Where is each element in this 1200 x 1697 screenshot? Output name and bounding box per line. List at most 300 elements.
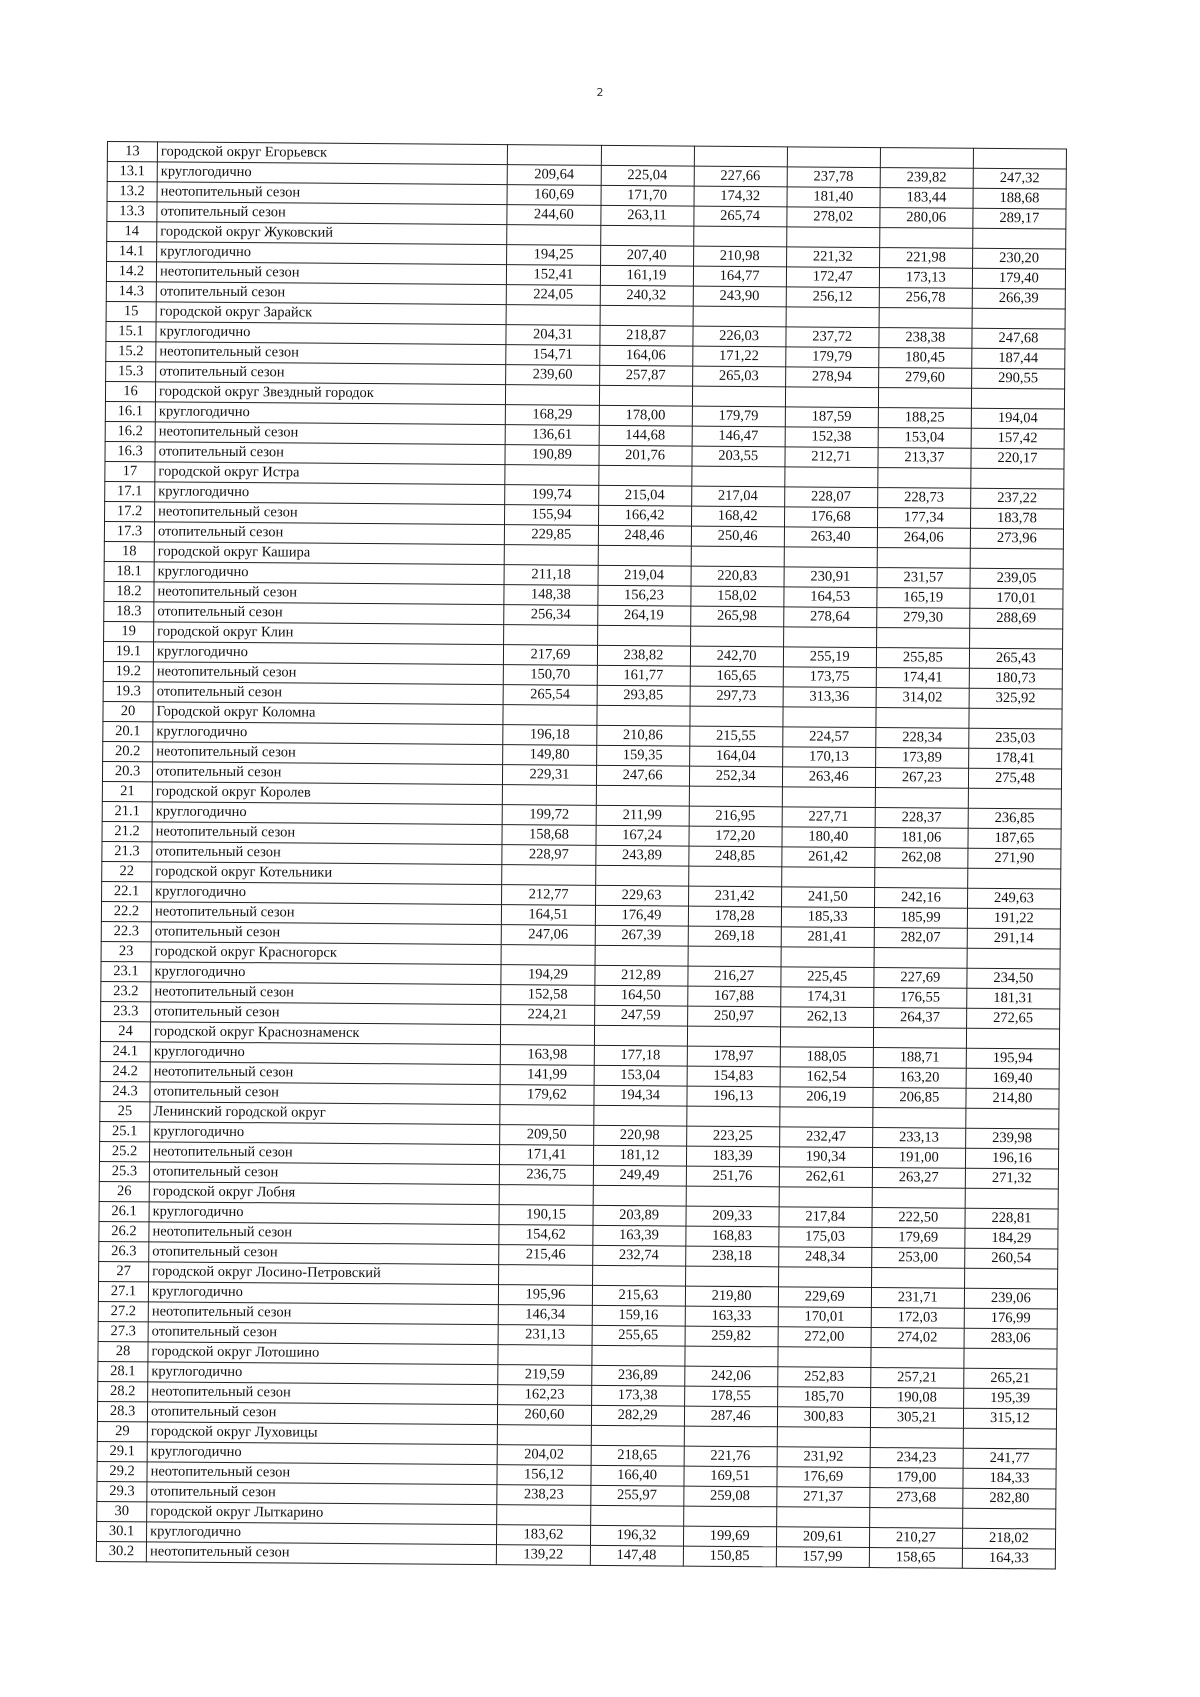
tariff-value-cell: 176,55 xyxy=(873,988,966,1009)
tariff-value-cell: 174,41 xyxy=(876,668,969,689)
tariff-value-cell: 255,97 xyxy=(590,1485,683,1506)
tariff-value-cell: 282,80 xyxy=(963,1488,1056,1509)
row-name-cell: неотопительный сезон xyxy=(157,182,508,205)
tariff-value-cell: 216,27 xyxy=(687,966,780,987)
row-name-cell: городской округ Истра xyxy=(155,462,506,485)
tariff-value-cell: 255,85 xyxy=(876,648,969,669)
tariff-value-cell: 218,87 xyxy=(599,325,692,346)
tariff-value-cell: 174,32 xyxy=(694,186,787,207)
tariff-value-cell: 191,00 xyxy=(872,1148,965,1169)
tariff-value-cell: 171,22 xyxy=(692,346,785,367)
tariff-value-cell xyxy=(876,708,969,729)
row-name-cell: круглогодично xyxy=(156,322,507,345)
tariff-value-cell: 203,55 xyxy=(692,446,785,467)
tariff-value-cell: 164,04 xyxy=(689,746,782,767)
tariff-value-cell xyxy=(507,225,600,246)
row-number-cell: 22.3 xyxy=(101,921,151,941)
tariff-value-cell xyxy=(497,1505,590,1526)
row-name-cell: круглогодично xyxy=(148,1282,499,1305)
tariff-value-cell xyxy=(783,627,876,648)
tariff-value-cell xyxy=(598,465,691,486)
row-number-cell: 27 xyxy=(99,1261,149,1281)
tariff-value-cell: 242,70 xyxy=(690,646,783,667)
row-number-cell: 25.2 xyxy=(99,1141,149,1161)
tariff-value-cell xyxy=(592,1265,685,1286)
tariff-value-cell: 185,70 xyxy=(777,1387,870,1408)
tariff-value-cell: 195,39 xyxy=(963,1388,1056,1409)
tariff-value-cell: 228,34 xyxy=(876,728,969,749)
tariff-value-cell xyxy=(874,948,967,969)
tariff-value-cell: 179,79 xyxy=(692,406,785,427)
row-name-cell: отопительный сезон xyxy=(151,1002,502,1025)
row-name-cell: неотопительный сезон xyxy=(153,662,504,685)
row-number-cell: 26.3 xyxy=(99,1241,149,1261)
row-number-cell: 21 xyxy=(102,781,152,801)
row-number-cell: 25 xyxy=(100,1101,150,1121)
tariff-value-cell xyxy=(600,225,693,246)
row-number-cell: 17.1 xyxy=(105,481,155,501)
row-name-cell: отопительный сезон xyxy=(147,1482,498,1505)
row-number-cell: 20.2 xyxy=(103,741,153,761)
tariff-value-cell: 209,50 xyxy=(500,1125,593,1146)
row-number-cell: 30 xyxy=(97,1501,147,1521)
tariff-value-cell xyxy=(971,468,1064,489)
row-number-cell: 24 xyxy=(100,1021,150,1041)
tariff-value-cell xyxy=(499,1265,592,1286)
tariff-value-cell: 154,62 xyxy=(499,1225,592,1246)
row-name-cell: городской округ Краснознаменск xyxy=(150,1022,501,1045)
tariff-value-cell xyxy=(503,785,596,806)
tariff-value-cell: 136,61 xyxy=(506,425,599,446)
tariff-table-body xyxy=(96,142,1066,1569)
tariff-value-cell: 248,34 xyxy=(778,1247,871,1268)
tariff-value-cell xyxy=(693,306,786,327)
row-name-cell: неотопительный сезон xyxy=(147,1462,498,1485)
tariff-value-cell: 181,40 xyxy=(787,187,880,208)
tariff-value-cell: 229,63 xyxy=(595,885,688,906)
row-number-cell: 16 xyxy=(105,381,155,401)
tariff-value-cell: 279,60 xyxy=(878,368,971,389)
tariff-value-cell: 217,04 xyxy=(691,486,784,507)
tariff-value-cell xyxy=(873,1108,966,1129)
row-number-cell: 20.3 xyxy=(102,761,152,781)
tariff-value-cell: 204,02 xyxy=(498,1445,591,1466)
row-name-cell: городской округ Лобня xyxy=(149,1182,500,1205)
row-number-cell: 28 xyxy=(98,1341,148,1361)
tariff-value-cell: 271,37 xyxy=(776,1487,869,1508)
tariff-value-cell: 166,42 xyxy=(598,505,691,526)
row-name-cell: Городской округ Коломна xyxy=(153,702,504,725)
tariff-value-cell: 231,13 xyxy=(498,1325,591,1346)
tariff-value-cell: 179,79 xyxy=(785,347,878,368)
row-name-cell: отопительный сезон xyxy=(156,282,507,305)
row-name-cell: отопительный сезон xyxy=(154,602,505,625)
tariff-value-cell: 262,61 xyxy=(779,1167,872,1188)
row-name-cell: отопительный сезон xyxy=(155,442,506,465)
tariff-value-cell: 188,71 xyxy=(873,1048,966,1069)
tariff-value-cell xyxy=(963,1428,1056,1449)
tariff-value-cell: 239,98 xyxy=(965,1128,1058,1149)
row-number-cell: 26.2 xyxy=(99,1221,149,1241)
row-name-cell: круглогодично xyxy=(157,242,508,265)
tariff-value-cell: 183,62 xyxy=(497,1525,590,1546)
tariff-value-cell: 211,18 xyxy=(504,565,597,586)
tariff-value-cell: 247,59 xyxy=(594,1005,687,1026)
tariff-table xyxy=(96,141,1067,1569)
row-number-cell: 18.3 xyxy=(104,601,154,621)
tariff-value-cell xyxy=(879,228,972,249)
tariff-value-cell: 164,51 xyxy=(502,905,595,926)
tariff-value-cell xyxy=(593,1185,686,1206)
row-name-cell: отопительный сезон xyxy=(157,202,508,225)
tariff-value-cell xyxy=(596,785,689,806)
tariff-value-cell: 158,02 xyxy=(690,586,783,607)
row-name-cell: отопительный сезон xyxy=(147,1402,498,1425)
row-number-cell: 27.3 xyxy=(98,1321,148,1341)
tariff-value-cell: 278,64 xyxy=(783,607,876,628)
row-number-cell: 13.1 xyxy=(107,162,157,182)
tariff-value-cell: 152,38 xyxy=(785,427,878,448)
tariff-value-cell xyxy=(690,626,783,647)
tariff-value-cell: 228,97 xyxy=(502,845,595,866)
tariff-value-cell: 241,77 xyxy=(963,1448,1056,1469)
tariff-value-cell: 203,89 xyxy=(592,1205,685,1226)
tariff-value-cell: 179,62 xyxy=(500,1085,593,1106)
row-name-cell: круглогодично xyxy=(147,1442,498,1465)
tariff-value-cell: 218,65 xyxy=(591,1445,684,1466)
tariff-value-cell: 147,48 xyxy=(590,1545,683,1566)
row-name-cell: городской округ Зарайск xyxy=(156,302,507,325)
tariff-value-cell: 191,22 xyxy=(967,908,1060,929)
tariff-value-cell: 159,16 xyxy=(592,1305,685,1326)
tariff-value-cell: 220,83 xyxy=(691,566,784,587)
tariff-value-cell: 240,32 xyxy=(600,285,693,306)
tariff-value-cell: 234,50 xyxy=(967,968,1060,989)
tariff-value-cell xyxy=(784,547,877,568)
tariff-value-cell xyxy=(970,548,1063,569)
tariff-value-cell: 148,38 xyxy=(504,585,597,606)
tariff-value-cell: 265,54 xyxy=(503,685,596,706)
tariff-value-cell xyxy=(782,787,875,808)
row-name-cell: отопительный сезон xyxy=(156,362,507,385)
row-name-cell: отопительный сезон xyxy=(149,1162,500,1185)
tariff-value-cell: 212,77 xyxy=(502,885,595,906)
row-number-cell: 20 xyxy=(103,701,153,721)
tariff-value-cell: 237,22 xyxy=(971,488,1064,509)
row-name-cell: отопительный сезон xyxy=(153,682,504,705)
tariff-value-cell: 228,81 xyxy=(965,1208,1058,1229)
tariff-value-cell xyxy=(777,1427,870,1448)
tariff-value-cell: 220,98 xyxy=(593,1125,686,1146)
tariff-value-cell: 167,24 xyxy=(595,825,688,846)
row-name-cell: круглогодично xyxy=(149,1202,500,1225)
tariff-value-cell: 155,94 xyxy=(505,505,598,526)
tariff-value-cell: 255,19 xyxy=(783,647,876,668)
row-name-cell: круглогодично xyxy=(152,882,503,905)
row-number-cell: 14.1 xyxy=(107,242,157,262)
tariff-value-cell: 180,73 xyxy=(969,668,1062,689)
tariff-value-cell: 256,78 xyxy=(879,288,972,309)
row-number-cell: 16.1 xyxy=(105,401,155,421)
row-number-cell: 19.3 xyxy=(103,681,153,701)
tariff-value-cell: 178,28 xyxy=(688,906,781,927)
tariff-value-cell xyxy=(501,1025,594,1046)
tariff-value-cell: 238,23 xyxy=(497,1485,590,1506)
tariff-value-cell: 212,71 xyxy=(785,447,878,468)
tariff-value-cell xyxy=(963,1508,1056,1529)
tariff-value-cell: 215,04 xyxy=(598,485,691,506)
tariff-value-cell xyxy=(505,465,598,486)
tariff-value-cell: 165,19 xyxy=(877,588,970,609)
tariff-value-cell: 259,08 xyxy=(683,1486,776,1507)
tariff-value-cell: 236,75 xyxy=(500,1165,593,1186)
tariff-value-cell xyxy=(689,786,782,807)
tariff-value-cell: 273,68 xyxy=(870,1488,963,1509)
tariff-value-cell: 190,15 xyxy=(499,1205,592,1226)
row-name-cell: отопительный сезон xyxy=(151,922,502,945)
tariff-value-cell: 279,30 xyxy=(876,608,969,629)
row-number-cell: 27.2 xyxy=(98,1301,148,1321)
row-name-cell: неотопительный сезон xyxy=(153,742,504,765)
row-name-cell: городской округ Лотошино xyxy=(148,1342,499,1365)
row-name-cell: городской округ Красногорск xyxy=(151,942,502,965)
tariff-value-cell: 221,98 xyxy=(879,248,972,269)
row-name-cell: отопительный сезон xyxy=(153,762,504,785)
tariff-value-cell: 221,32 xyxy=(786,247,879,268)
row-name-cell: неотопительный сезон xyxy=(148,1382,499,1405)
row-name-cell: круглогодично xyxy=(155,402,506,425)
tariff-value-cell xyxy=(871,1348,964,1369)
tariff-value-cell: 163,20 xyxy=(873,1068,966,1089)
tariff-value-cell: 183,78 xyxy=(970,508,1063,529)
tariff-value-cell: 238,38 xyxy=(879,328,972,349)
tariff-value-cell: 169,51 xyxy=(684,1466,777,1487)
tariff-value-cell xyxy=(786,307,879,328)
tariff-value-cell xyxy=(686,1186,779,1207)
tariff-value-cell: 170,01 xyxy=(970,588,1063,609)
row-number-cell: 24.3 xyxy=(100,1081,150,1101)
tariff-value-cell xyxy=(688,866,781,887)
tariff-value-cell: 289,17 xyxy=(973,208,1066,229)
row-number-cell: 19.1 xyxy=(103,641,153,661)
tariff-value-cell: 184,33 xyxy=(963,1468,1056,1489)
tariff-value-cell xyxy=(683,1506,776,1527)
tariff-value-cell: 170,01 xyxy=(778,1307,871,1328)
tariff-value-cell: 166,40 xyxy=(590,1465,683,1486)
tariff-value-cell: 248,46 xyxy=(598,525,691,546)
tariff-value-cell: 256,34 xyxy=(504,605,597,626)
tariff-value-cell: 219,04 xyxy=(598,565,691,586)
tariff-value-cell: 264,37 xyxy=(873,1008,966,1029)
tariff-value-cell: 263,27 xyxy=(872,1168,965,1189)
tariff-value-cell: 250,46 xyxy=(691,526,784,547)
row-name-cell: городской округ Луховицы xyxy=(147,1422,498,1445)
tariff-value-cell: 176,49 xyxy=(595,905,688,926)
tariff-value-cell: 188,05 xyxy=(780,1047,873,1068)
tariff-value-cell: 227,71 xyxy=(782,807,875,828)
tariff-value-cell: 281,41 xyxy=(781,927,874,948)
row-number-cell: 17 xyxy=(105,461,155,481)
tariff-value-cell: 272,00 xyxy=(778,1327,871,1348)
tariff-value-cell: 158,68 xyxy=(502,825,595,846)
tariff-value-cell xyxy=(599,385,692,406)
tariff-value-cell xyxy=(503,705,596,726)
tariff-value-cell: 282,07 xyxy=(874,928,967,949)
tariff-value-cell: 293,85 xyxy=(597,685,690,706)
tariff-value-cell: 212,89 xyxy=(594,965,687,986)
tariff-value-cell: 174,31 xyxy=(780,987,873,1008)
row-number-cell: 29.2 xyxy=(97,1461,147,1481)
tariff-value-cell: 265,74 xyxy=(693,206,786,227)
tariff-value-cell: 255,65 xyxy=(592,1325,685,1346)
tariff-value-cell xyxy=(598,545,691,566)
row-name-cell: городской округ Звездный городок xyxy=(155,382,506,405)
tariff-value-cell xyxy=(873,1028,966,1049)
row-name-cell: неотопительный сезон xyxy=(148,1302,499,1325)
tariff-value-cell xyxy=(500,1105,593,1126)
tariff-value-cell: 248,85 xyxy=(688,846,781,867)
tariff-value-cell: 231,42 xyxy=(688,886,781,907)
tariff-value-cell: 259,82 xyxy=(685,1326,778,1347)
tariff-value-cell: 252,34 xyxy=(689,766,782,787)
tariff-value-cell: 185,33 xyxy=(781,907,874,928)
tariff-value-cell xyxy=(688,946,781,967)
row-name-cell: неотопительный сезон xyxy=(146,1542,497,1565)
tariff-value-cell xyxy=(505,545,598,566)
tariff-value-cell: 139,22 xyxy=(497,1545,590,1566)
row-name-cell: городской округ Егорьевск xyxy=(157,142,508,165)
tariff-value-cell: 209,61 xyxy=(776,1527,869,1548)
tariff-value-cell xyxy=(784,467,877,488)
tariff-value-cell xyxy=(506,385,599,406)
tariff-value-cell: 274,02 xyxy=(871,1328,964,1349)
tariff-value-cell: 231,71 xyxy=(871,1288,964,1309)
tariff-value-cell: 265,43 xyxy=(969,648,1062,669)
row-name-cell: неотопительный сезон xyxy=(149,1222,500,1245)
tariff-value-cell: 206,19 xyxy=(780,1087,873,1108)
tariff-value-cell: 177,18 xyxy=(594,1045,687,1066)
row-name-cell: круглогодично xyxy=(153,722,504,745)
tariff-value-cell: 256,12 xyxy=(786,287,879,308)
tariff-value-cell: 239,60 xyxy=(506,365,599,386)
tariff-value-cell: 239,05 xyxy=(970,568,1063,589)
tariff-value-cell: 239,06 xyxy=(964,1288,1057,1309)
tariff-value-cell: 175,03 xyxy=(779,1227,872,1248)
tariff-value-cell: 228,07 xyxy=(784,487,877,508)
tariff-value-cell: 194,25 xyxy=(507,245,600,266)
row-name-cell: круглогодично xyxy=(155,482,506,505)
tariff-value-cell: 215,46 xyxy=(499,1245,592,1266)
row-name-cell: круглогодично xyxy=(150,1122,501,1145)
tariff-value-cell: 176,99 xyxy=(964,1308,1057,1329)
row-number-cell: 21.1 xyxy=(102,801,152,821)
tariff-value-cell: 154,83 xyxy=(687,1066,780,1087)
tariff-value-cell: 219,80 xyxy=(685,1286,778,1307)
row-number-cell: 17.3 xyxy=(104,521,154,541)
row-number-cell: 14.2 xyxy=(106,262,156,282)
tariff-value-cell xyxy=(590,1505,683,1526)
tariff-value-cell: 263,11 xyxy=(600,205,693,226)
tariff-value-cell: 230,91 xyxy=(784,567,877,588)
tariff-value-cell: 201,76 xyxy=(598,445,691,466)
row-name-cell: неотопительный сезон xyxy=(154,582,505,605)
tariff-value-cell: 156,12 xyxy=(497,1465,590,1486)
row-name-cell: Ленинский городской округ xyxy=(150,1102,501,1125)
tariff-value-cell: 168,83 xyxy=(685,1226,778,1247)
tariff-value-cell xyxy=(778,1267,871,1288)
tariff-value-cell xyxy=(693,226,786,247)
tariff-value-cell: 210,27 xyxy=(869,1528,962,1549)
tariff-value-cell: 243,90 xyxy=(693,286,786,307)
tariff-value-cell: 237,78 xyxy=(787,167,880,188)
tariff-value-cell: 195,96 xyxy=(499,1285,592,1306)
tariff-value-cell: 196,16 xyxy=(965,1148,1058,1169)
tariff-value-cell: 219,59 xyxy=(498,1365,591,1386)
tariff-value-cell: 163,33 xyxy=(685,1306,778,1327)
tariff-value-cell: 260,60 xyxy=(498,1405,591,1426)
tariff-value-cell: 228,73 xyxy=(877,488,970,509)
tariff-value-cell: 263,40 xyxy=(784,527,877,548)
tariff-value-cell: 217,84 xyxy=(779,1207,872,1228)
tariff-value-cell: 209,64 xyxy=(508,165,601,186)
tariff-value-cell xyxy=(595,945,688,966)
tariff-value-cell: 224,57 xyxy=(782,727,875,748)
tariff-value-cell: 242,06 xyxy=(684,1366,777,1387)
tariff-value-cell xyxy=(779,1187,872,1208)
page-number: 2 xyxy=(596,86,604,99)
tariff-value-cell xyxy=(972,308,1065,329)
row-name-cell: неотопительный сезон xyxy=(152,822,503,845)
tariff-value-cell: 238,18 xyxy=(685,1246,778,1267)
tariff-value-cell: 231,57 xyxy=(877,568,970,589)
tariff-value-cell: 173,13 xyxy=(879,268,972,289)
row-name-cell: неотопительный сезон xyxy=(150,1142,501,1165)
row-number-cell: 28.1 xyxy=(98,1361,148,1381)
tariff-value-cell: 315,12 xyxy=(963,1408,1056,1429)
tariff-value-cell: 229,85 xyxy=(505,525,598,546)
tariff-value-cell: 233,13 xyxy=(872,1128,965,1149)
tariff-value-cell: 196,18 xyxy=(503,725,596,746)
tariff-value-cell: 183,44 xyxy=(880,188,973,209)
tariff-value-cell: 215,63 xyxy=(592,1285,685,1306)
tariff-value-cell: 278,94 xyxy=(785,367,878,388)
row-name-cell: круглогодично xyxy=(150,1042,501,1065)
tariff-value-cell: 179,69 xyxy=(872,1228,965,1249)
tariff-value-cell: 181,06 xyxy=(875,828,968,849)
tariff-value-cell: 300,83 xyxy=(777,1407,870,1428)
tariff-value-cell: 146,34 xyxy=(499,1305,592,1326)
tariff-table-container xyxy=(96,141,1067,1569)
tariff-value-cell: 206,85 xyxy=(873,1088,966,1109)
tariff-value-cell xyxy=(876,628,969,649)
tariff-value-cell: 158,65 xyxy=(869,1548,962,1569)
row-name-cell: городской округ Жуковский xyxy=(157,222,508,245)
tariff-value-cell: 232,47 xyxy=(779,1127,872,1148)
row-name-cell: городской округ Кашира xyxy=(154,542,505,565)
tariff-value-cell: 216,95 xyxy=(689,806,782,827)
tariff-value-cell xyxy=(687,1026,780,1047)
row-name-cell: отопительный сезон xyxy=(150,1082,501,1105)
tariff-value-cell: 177,34 xyxy=(877,508,970,529)
row-name-cell: отопительный сезон xyxy=(148,1322,499,1345)
tariff-value-cell xyxy=(601,145,694,166)
tariff-value-cell: 225,45 xyxy=(781,967,874,988)
tariff-value-cell: 144,68 xyxy=(599,425,692,446)
tariff-value-cell: 153,04 xyxy=(878,428,971,449)
tariff-value-cell xyxy=(692,386,785,407)
tariff-value-cell: 214,80 xyxy=(966,1088,1059,1109)
tariff-value-cell: 172,03 xyxy=(871,1308,964,1329)
